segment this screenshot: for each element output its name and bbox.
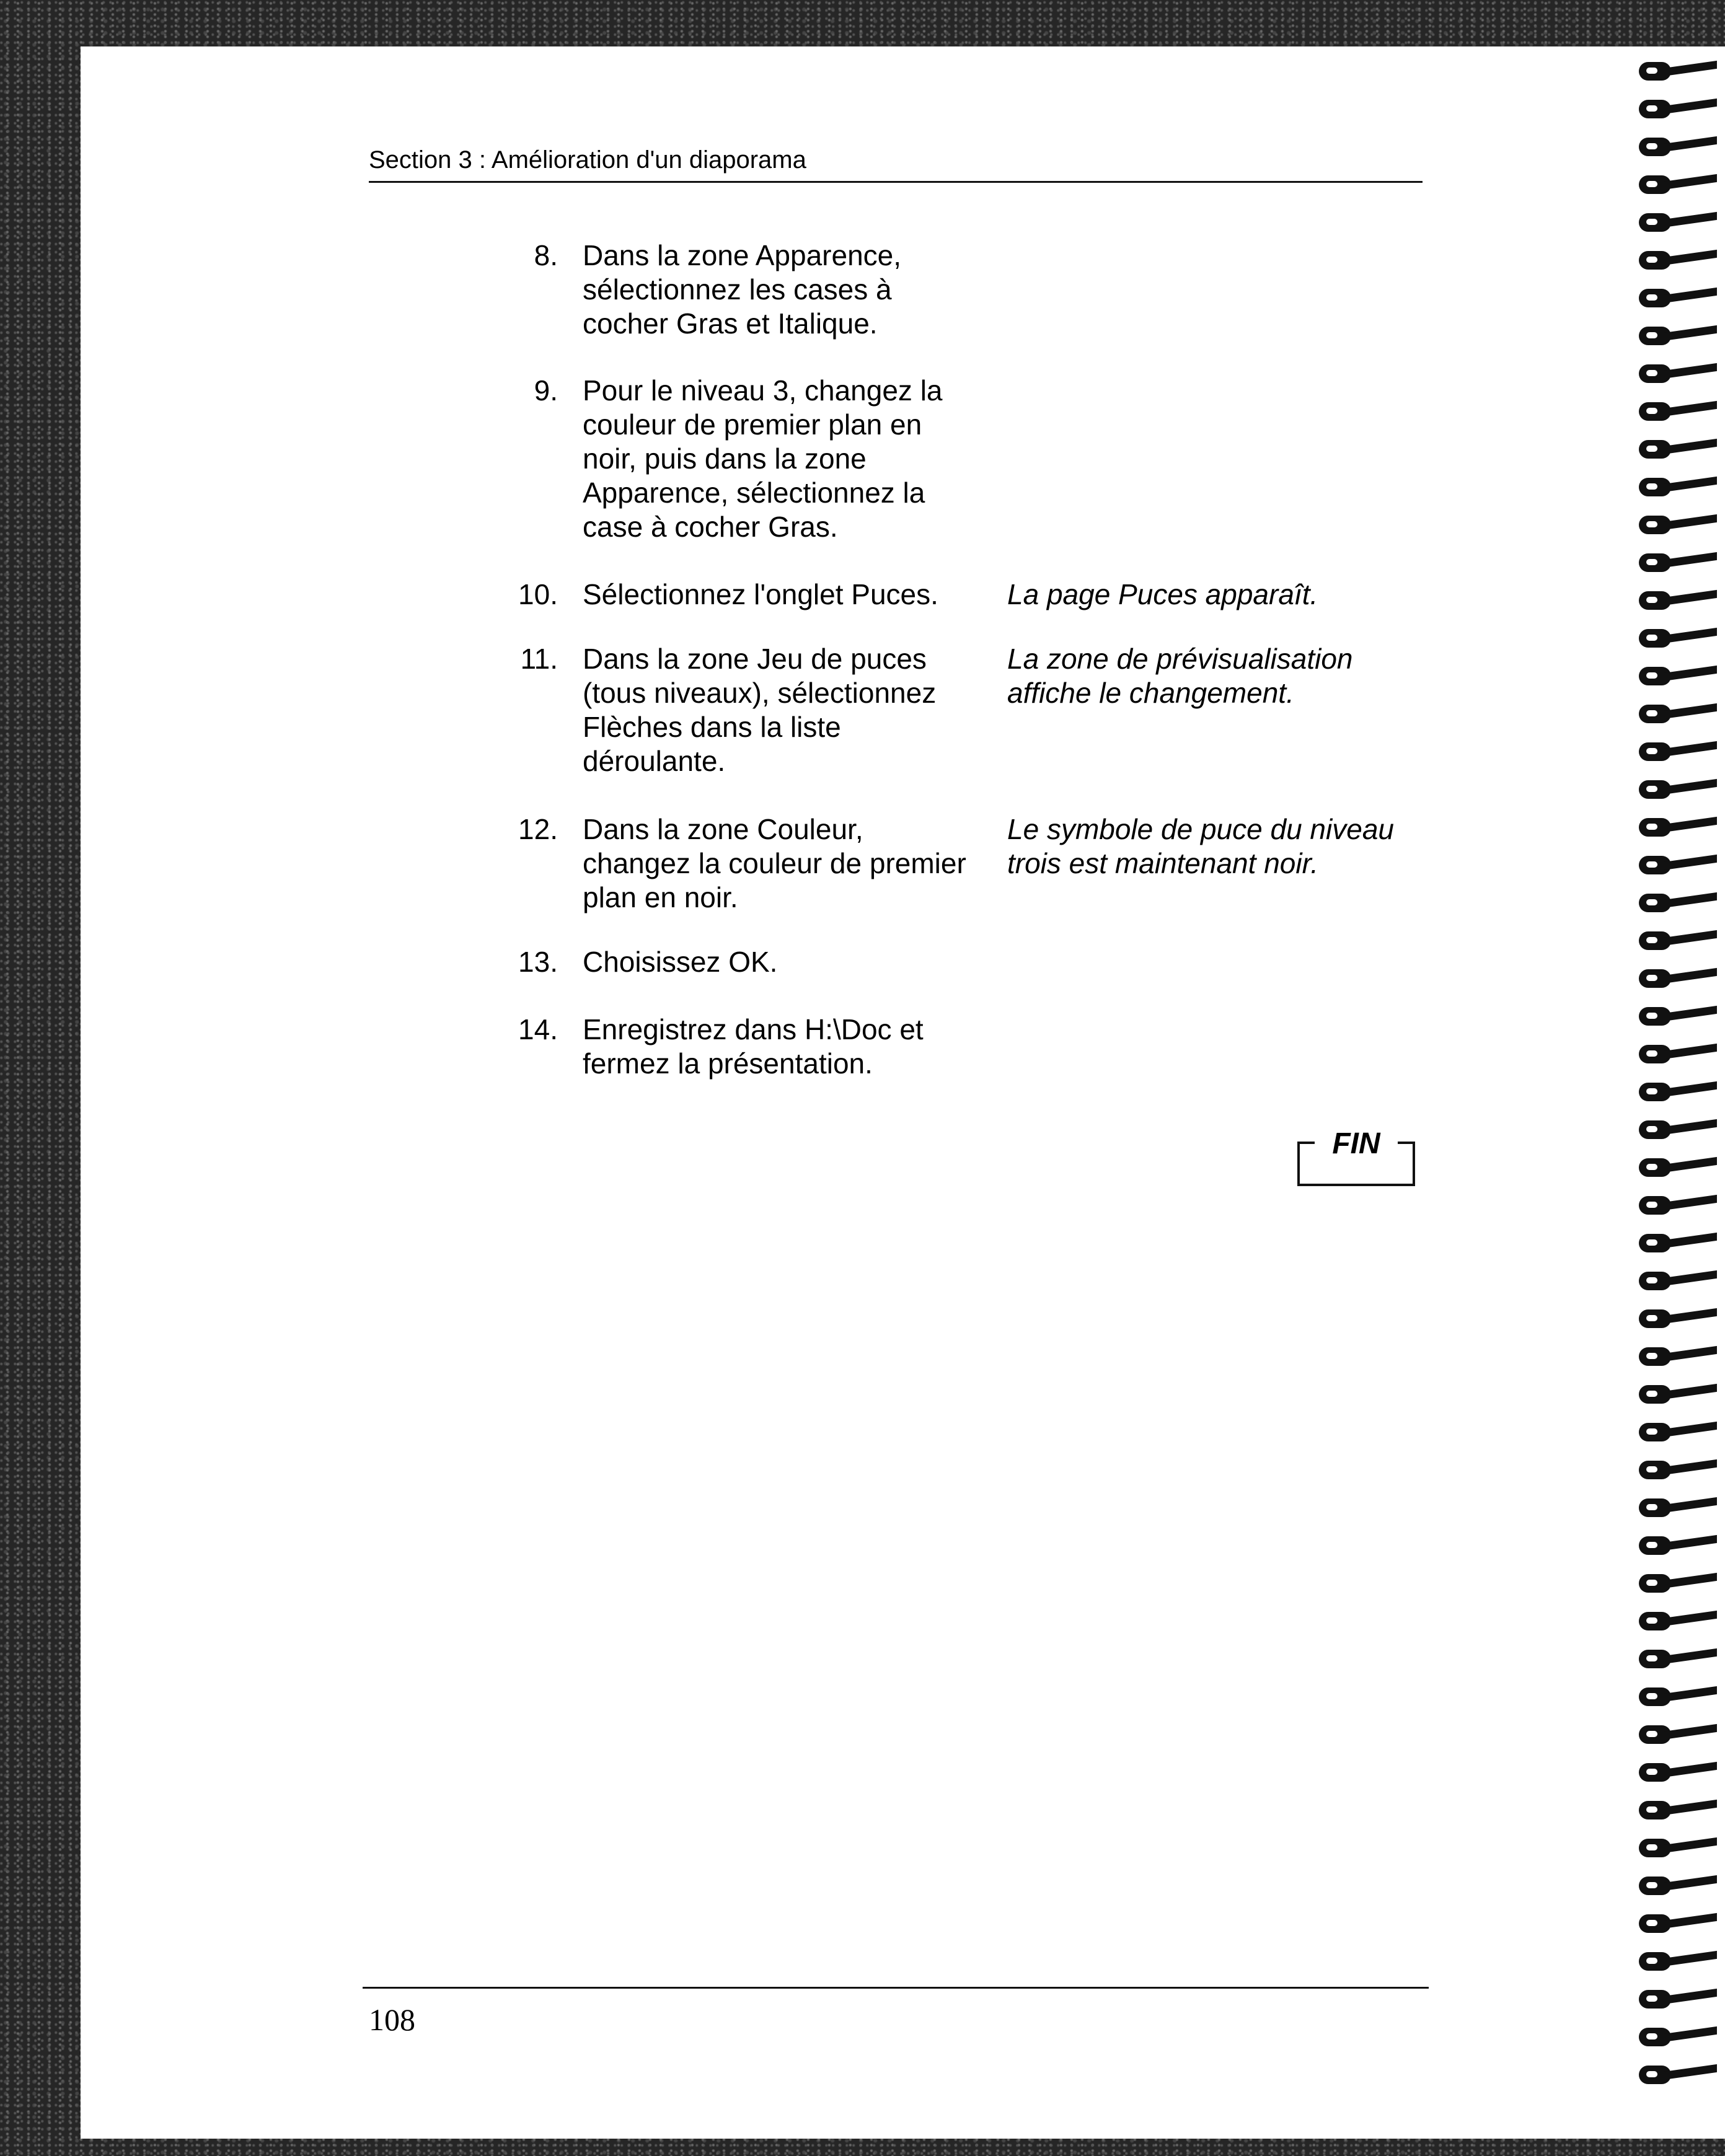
step-text: Dans la zone Jeu de puces (tous niveaux), sélectionnez Flèches dans la liste déroulante. [583, 643, 937, 777]
result-step-10: La page Puces apparaît. [1007, 578, 1318, 610]
spiral-coil [1639, 516, 1717, 534]
spiral-coil [1639, 175, 1717, 194]
spiral-coil [1639, 894, 1717, 912]
step-text: Pour le niveau 3, changez la couleur de premier plan en noir, puis dans la zone Apparence, sélectionnez la case à cocher Gras. [583, 374, 943, 543]
spiral-coil [1639, 1801, 1717, 1819]
spiral-coil [1639, 553, 1717, 572]
spiral-coil [1639, 931, 1717, 950]
spiral-coil [1639, 62, 1717, 81]
section-header: Section 3 : Amélioration d'un diaporama [369, 146, 806, 174]
spiral-coil [1639, 1612, 1717, 1630]
result-step-12: Le symbole de puce du niveau trois est maintenant noir. [1007, 813, 1394, 879]
result-step-11: La zone de prévisualisation affiche le changement. [1007, 643, 1353, 709]
spiral-coil [1639, 1272, 1717, 1290]
step-number: 9. [534, 374, 558, 407]
spiral-binding [1636, 62, 1725, 2107]
spiral-coil [1639, 705, 1717, 723]
header-rule [369, 181, 1423, 183]
spiral-coil [1639, 327, 1717, 345]
spiral-coil [1639, 742, 1717, 761]
step-text: Sélectionnez l'onglet Puces. [583, 578, 938, 610]
end-marker-label: FIN [1332, 1127, 1380, 1160]
spiral-coil [1639, 818, 1717, 837]
spiral-coil [1639, 1574, 1717, 1593]
footer-rule [363, 1987, 1429, 1989]
spiral-coil [1639, 1120, 1717, 1139]
step-number: 14. [518, 1013, 558, 1045]
spiral-coil [1639, 1158, 1717, 1177]
step-text: Choisissez OK. [583, 946, 778, 978]
spiral-coil [1639, 138, 1717, 156]
spiral-coil [1639, 629, 1717, 648]
step-number: 12. [518, 813, 558, 845]
step-number: 8. [534, 239, 558, 271]
spiral-coil [1639, 1461, 1717, 1479]
document-page [81, 46, 1725, 2139]
spiral-coil [1639, 478, 1717, 496]
spiral-coil [1639, 364, 1717, 383]
spiral-coil [1639, 1385, 1717, 1404]
spiral-coil [1639, 1952, 1717, 1971]
spiral-coil [1639, 1687, 1717, 1706]
spiral-coil [1639, 667, 1717, 685]
spiral-coil [1639, 213, 1717, 232]
spiral-coil [1639, 969, 1717, 988]
spiral-coil [1639, 1347, 1717, 1366]
end-marker [1297, 1129, 1415, 1186]
spiral-coil [1639, 1725, 1717, 1744]
step-text: Dans la zone Couleur, changez la couleur de premier plan en noir. [583, 813, 966, 913]
spiral-coil [1639, 1536, 1717, 1555]
spiral-coil [1639, 1990, 1717, 2009]
spiral-coil [1639, 100, 1717, 118]
spiral-coil [1639, 289, 1717, 307]
spiral-coil [1639, 1234, 1717, 1252]
spiral-coil [1639, 1839, 1717, 1857]
step-number: 10. [518, 578, 558, 610]
step-number: 13. [518, 946, 558, 978]
spiral-coil [1639, 1650, 1717, 1668]
spiral-coil [1639, 440, 1717, 459]
step-text: Dans la zone Apparence, sélectionnez les cases à cocher Gras et Italique. [583, 239, 902, 340]
spiral-coil [1639, 1309, 1717, 1328]
spiral-coil [1639, 1196, 1717, 1215]
spiral-coil [1639, 1007, 1717, 1026]
step-number: 11. [520, 643, 558, 675]
spiral-coil [1639, 1083, 1717, 1101]
spiral-coil [1639, 402, 1717, 421]
spiral-coil [1639, 1045, 1717, 1063]
spiral-coil [1639, 1763, 1717, 1782]
page-number: 108 [369, 2002, 415, 2037]
spiral-coil [1639, 856, 1717, 874]
spiral-coil [1639, 2066, 1717, 2084]
spiral-coil [1639, 1877, 1717, 1895]
step-text: Enregistrez dans H:\Doc et fermez la présentation. [583, 1013, 924, 1080]
spiral-coil [1639, 780, 1717, 799]
spiral-coil [1639, 1914, 1717, 1933]
spiral-coil [1639, 591, 1717, 610]
spiral-coil [1639, 1498, 1717, 1517]
spiral-coil [1639, 1423, 1717, 1441]
spiral-coil [1639, 251, 1717, 270]
spiral-coil [1639, 2028, 1717, 2046]
